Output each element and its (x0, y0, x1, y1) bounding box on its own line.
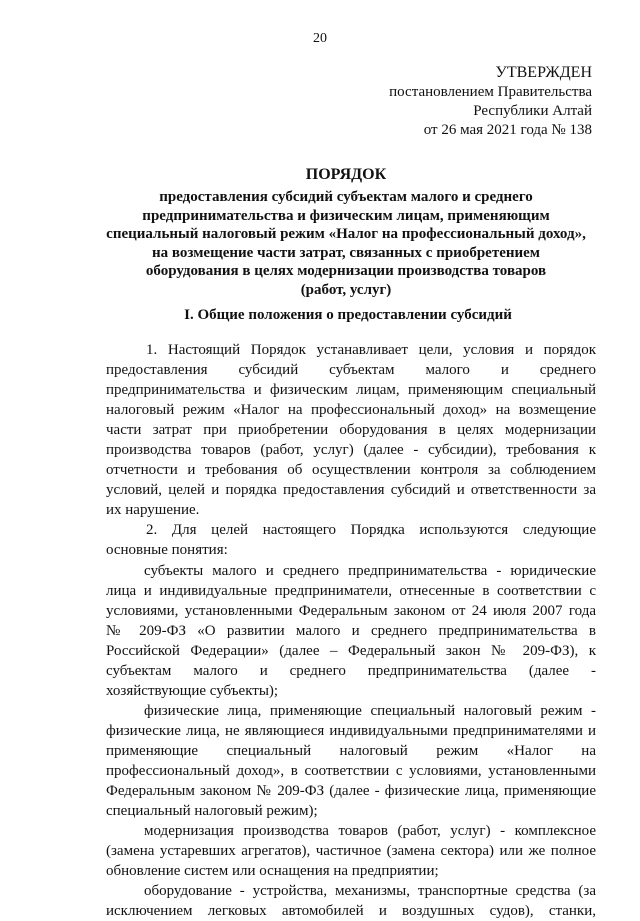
approval-title: УТВЕРЖДЕН (495, 64, 592, 81)
body-line: производства товаров (работ, услуг) (далее - субсидии), требования к (106, 442, 596, 459)
body-line: обновление систем или оснащения на предприятии; (106, 863, 439, 880)
body-line: № 209-ФЗ «О развитии малого и среднего предпринимательства в (106, 622, 596, 639)
subtitle-line: предоставления субсидий субъектам малого и среднего (159, 189, 533, 205)
document-title-block (96, 165, 596, 300)
body-line: лица и индивидуальные предприниматели, отнесенные в соответствии с (106, 582, 596, 599)
body-line: Федеральным законом № 209-ФЗ (далее - физические лица, применяющие (106, 783, 596, 800)
body-line: части затрат при приобретении оборудования в целях модернизации (106, 422, 596, 439)
body-line: хозяйствующие субъекты); (106, 682, 279, 699)
subtitle-line: предпринимательства и физическим лицам, применяющим (142, 207, 550, 224)
body-line: физические лица, не являющиеся индивидуальными предпринимателями и (106, 722, 596, 739)
body-text (106, 340, 596, 921)
body-line: исключением легковых автомобилей и воздушных судов), станки, (106, 903, 596, 920)
page-number: 20 (313, 31, 327, 46)
body-line: профессиональный доход», в соответствии с условиями, установленными (106, 762, 596, 779)
body-line: оборудование - устройства, механизмы, транспортные средства (за (144, 883, 596, 900)
section-heading: I. Общие положения о предоставлении субсидий (184, 307, 512, 323)
body-line: специальный налоговый режим); (106, 803, 318, 820)
body-line: условий, целей и порядка предоставления субсидий и ответственности за (106, 482, 596, 499)
body-line: 2. Для целей настоящего Порядка используются следующие (146, 522, 596, 539)
document-title: ПОРЯДОК (305, 166, 387, 183)
approval-line: постановлением Правительства (389, 84, 592, 100)
body-line: субъекты малого и среднего предпринимательства - юридические (144, 562, 596, 579)
body-line: основные понятия: (106, 542, 228, 559)
body-line: Российской Федерации» (далее – Федеральный закон № 209-ФЗ), к (106, 642, 596, 659)
body-line: условиями, установленными Федеральным законом от 24 июля 2007 года (106, 602, 596, 619)
body-line: субъектам малого и среднего предпринимательства (далее - (106, 662, 596, 679)
approval-line: Республики Алтай (473, 103, 592, 119)
body-line: применяющие специальный налоговый режим «Налог на (106, 742, 596, 759)
body-line: их нарушение. (106, 502, 200, 519)
body-line: модернизация производства товаров (работ, услуг) - комплексное (144, 823, 596, 840)
body-line: физические лица, применяющие специальный налоговый режим - (144, 702, 596, 719)
approval-block (360, 63, 592, 140)
body-line: 1. Настоящий Порядок устанавливает цели, условия и порядок (146, 342, 596, 358)
subtitle-line: специальный налоговый режим «Налог на профессиональный доход», (106, 226, 586, 243)
body-line: налоговый режим «Налог на профессиональный доход» на возмещение (106, 402, 596, 419)
subtitle-line: (работ, услуг) (300, 281, 392, 298)
body-line: предоставления субсидий субъектам малого и среднего (106, 362, 596, 379)
subtitle-line: оборудования в целях модернизации производства товаров (145, 263, 547, 280)
subtitle-line: на возмещение части затрат, связанных с приобретением (151, 244, 541, 261)
approval-line: от 26 мая 2021 года № 138 (423, 122, 592, 138)
body-line: (замена устаревших агрегатов), частичное (замена сектора) или же полное (106, 843, 596, 860)
body-line: предпринимательства и физическим лицам, применяющим специальный (106, 382, 596, 399)
body-line: отчетности и требования об осуществлении контроля за соблюдением (106, 462, 596, 479)
